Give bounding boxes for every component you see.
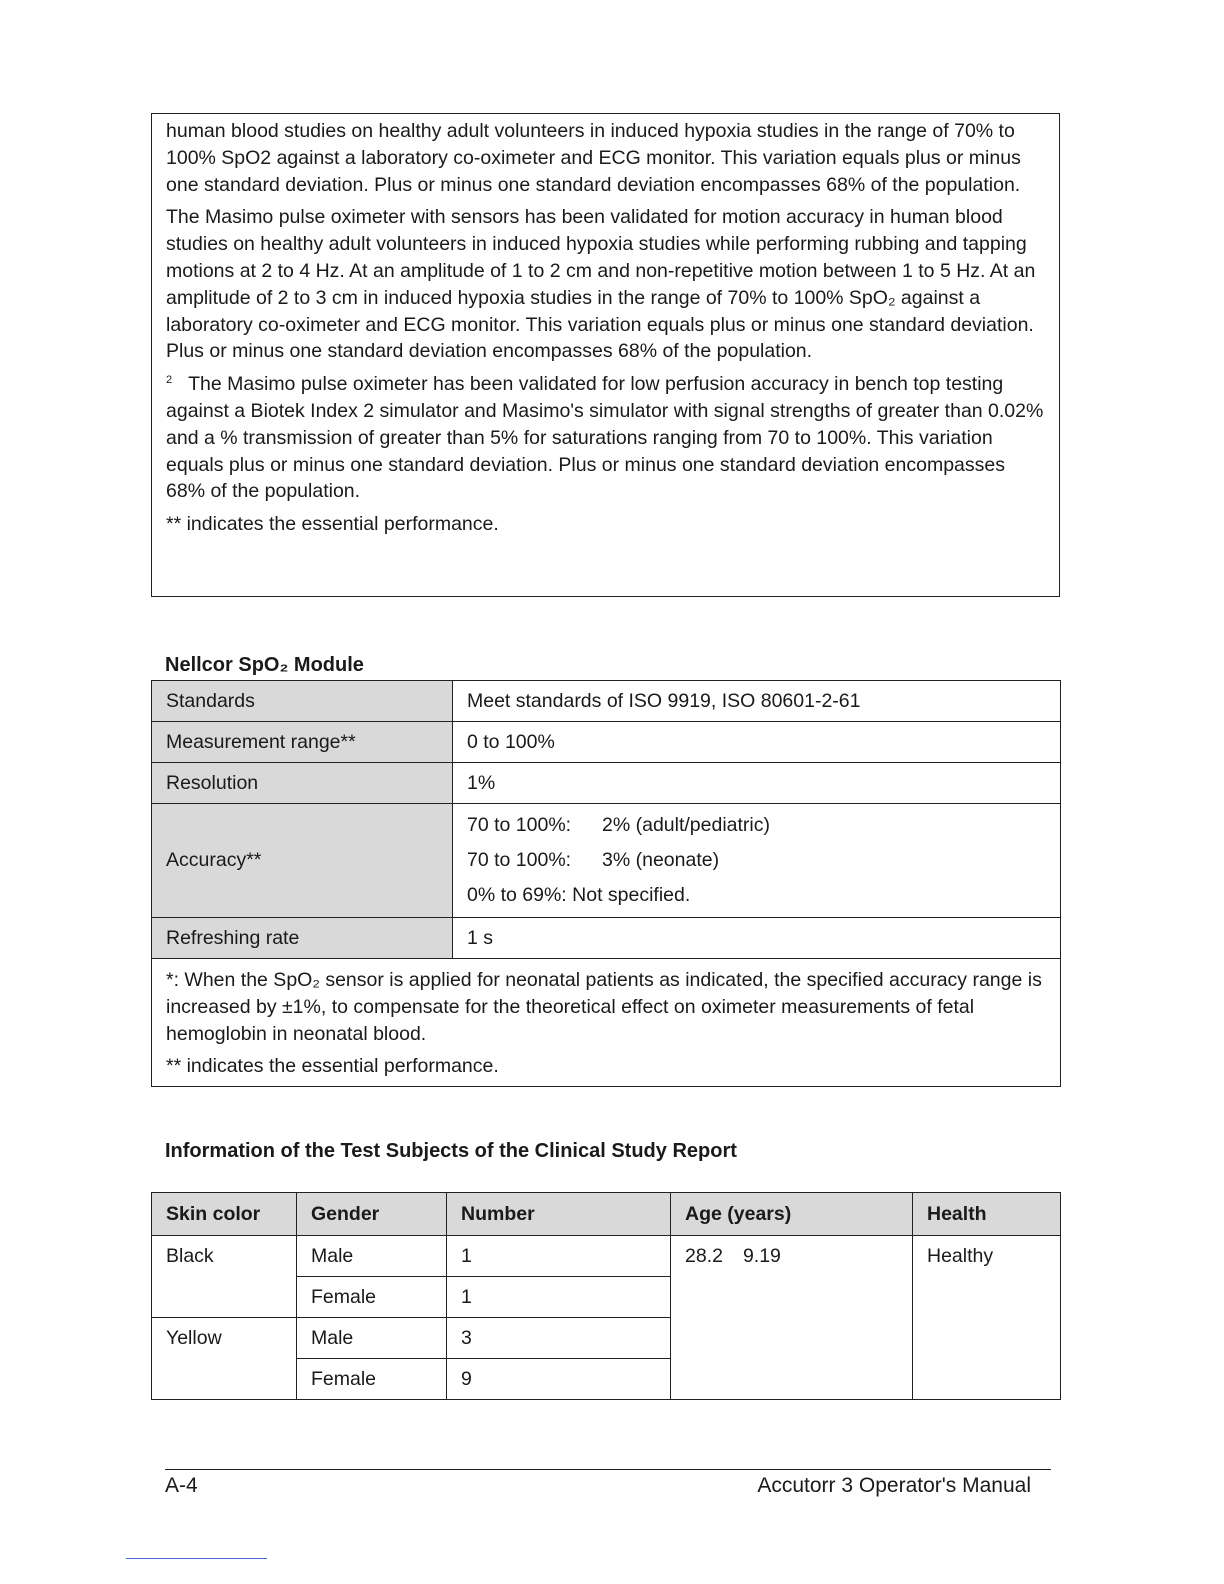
manual-title: Accutorr 3 Operator's Manual (757, 1474, 1031, 1497)
accuracy-line-neonate: 70 to 100%: 3% (neonate) (467, 849, 720, 871)
neonatal-note: *: When the SpO₂ sensor is applied for neonatal patients as indicated, the specified accuracy range is increased by ±1%, to compensate for the theoretical effect on oximeter measurements of fetal hemoglobin in neonatal blood. (166, 969, 1042, 1045)
gender-cell: Female (297, 1359, 447, 1400)
notes-paragraph-1: human blood studies on healthy adult volunteers in induced hypoxia studies in the range of 70% to 100% SpO2 against a laboratory co-oximeter and ECG monitor. This variation equals plus or minus one standard deviation. Plus or minus one standard deviation encompasses 68% of the population. (166, 120, 1021, 196)
gender-cell: Female (297, 1277, 447, 1318)
footnote-marker: 2 (166, 373, 173, 386)
table-row (152, 722, 1061, 763)
accuracy-line-adult: 70 to 100%: 2% (adult/pediatric) (467, 814, 770, 836)
header-number: Number (447, 1193, 671, 1236)
number-cell: 1 (447, 1277, 671, 1318)
notes-paragraph-3-text: The Masimo pulse oximeter has been validated for low perfusion accuracy in bench top testing against a Biotek Index 2 simulator and Masimo's simulator with signal strengths of greater than 0.02% and a % transmission of greater than 5% for saturations ranging from 70 to 100%. This variation equals plus or minus one standard deviation. Plus or minus one standard deviation encompasses 68% of the population. (166, 373, 1044, 503)
skin-color-black: Black (152, 1236, 297, 1318)
clinical-section-title: Information of the Test Subjects of the Clinical Study Report (165, 1140, 737, 1162)
table-row (152, 681, 1061, 722)
table-header-row (152, 1193, 1061, 1236)
measurement-range-value: 0 to 100% (453, 722, 1061, 763)
age-cell (671, 1236, 913, 1400)
accuracy-label: Accuracy** (152, 804, 453, 918)
essential-performance-note: ** indicates the essential performance. (166, 1055, 499, 1078)
page-number: A-4 (165, 1474, 198, 1497)
table-row (152, 918, 1061, 959)
number-cell: 1 (447, 1236, 671, 1277)
nellcor-spec-table (151, 680, 1061, 1087)
skin-color-yellow: Yellow (152, 1318, 297, 1400)
notes-box (151, 113, 1060, 597)
table-row (152, 763, 1061, 804)
header-gender: Gender (297, 1193, 447, 1236)
table-row (152, 959, 1061, 1087)
neonatal-note-cell (152, 959, 1061, 1087)
age-mean: 28.2 (685, 1245, 723, 1267)
standards-value: Meet standards of ISO 9919, ISO 80601-2-61 (453, 681, 1061, 722)
refreshing-rate-label: Refreshing rate (152, 918, 453, 959)
essential-performance-note: ** indicates the essential performance. (166, 513, 499, 536)
refreshing-rate-value: 1 s (453, 918, 1061, 959)
resolution-label: Resolution (152, 763, 453, 804)
health-cell: Healthy (913, 1236, 1061, 1400)
notes-paragraph-3 (166, 371, 1045, 505)
test-subjects-table (151, 1192, 1061, 1400)
link-underline (126, 1558, 267, 1559)
number-cell: 9 (447, 1359, 671, 1400)
accuracy-line-unspecified: 0% to 69%: Not specified. (467, 884, 691, 906)
header-skin-color: Skin color (152, 1193, 297, 1236)
measurement-range-label: Measurement range** (152, 722, 453, 763)
accuracy-value (453, 804, 1061, 918)
gender-cell: Male (297, 1318, 447, 1359)
notes-paragraph-2: The Masimo pulse oximeter with sensors has been validated for motion accuracy in human blood studies on healthy adult volunteers in induced hypoxia studies while performing rubbing and tapping motions at 2 to 4 Hz. At an amplitude of 1 to 2 cm and non-repetitive motion between 1 to 5 Hz. At an amplitude of 2 to 3 cm in induced hypoxia studies in the range of 70% to 100% SpO₂ against a laboratory co-oximeter and ECG monitor. This variation equals plus or minus one standard deviation. Plus or minus one standard deviation encompasses 68% of the population. (166, 206, 1036, 363)
age-sd: 9.19 (742, 1245, 781, 1267)
gender-cell: Male (297, 1236, 447, 1277)
table-row (152, 804, 1061, 918)
resolution-value: 1% (453, 763, 1061, 804)
footer-divider (165, 1469, 1051, 1470)
standards-label: Standards (152, 681, 453, 722)
header-health: Health (913, 1193, 1061, 1236)
table-row (152, 1236, 1061, 1277)
number-cell: 3 (447, 1318, 671, 1359)
nellcor-section-title: Nellcor SpO₂ Module (165, 654, 364, 676)
header-age: Age (years) (671, 1193, 913, 1236)
